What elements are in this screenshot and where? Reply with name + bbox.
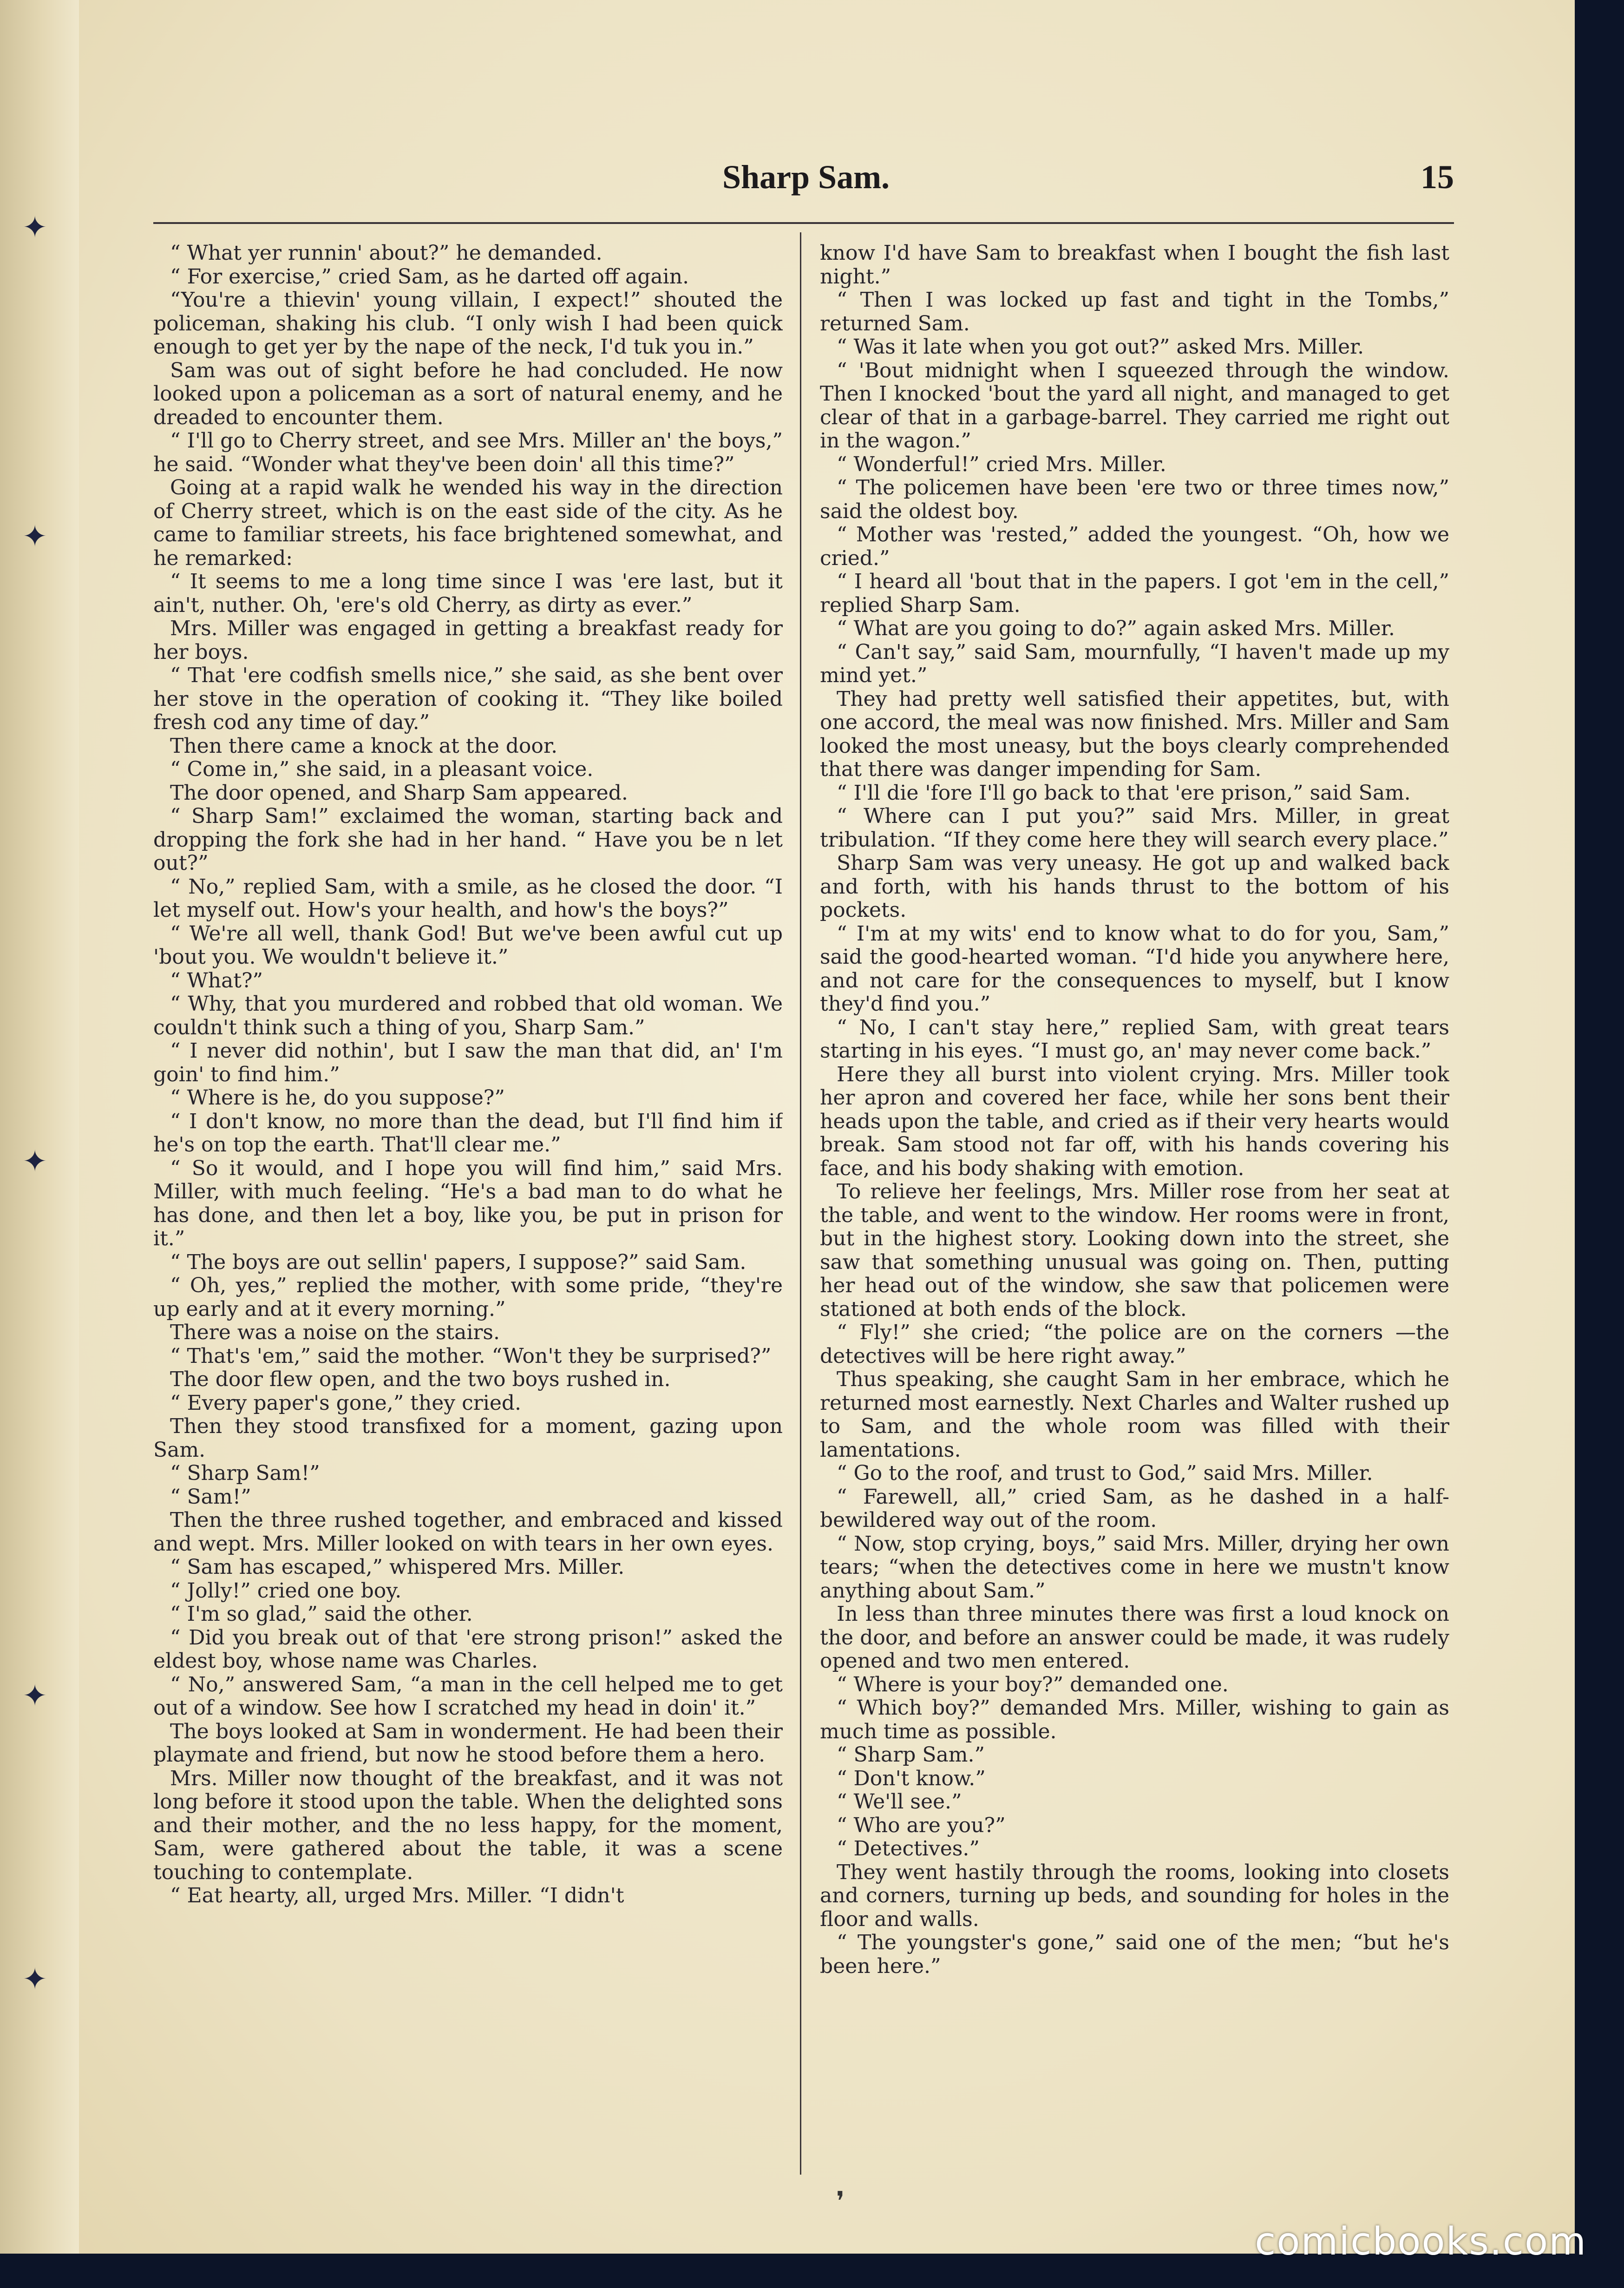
stitch-mark-icon: ✦: [22, 210, 47, 245]
paragraph: “ I'll go to Cherry street, and see Mrs. Miller an' the boys,” he said. “Wonder what they've been doin' all this time?”: [153, 429, 783, 476]
paragraph: “ I heard all 'bout that in the papers. I got 'em in the cell,” replied Sharp Sam.: [820, 570, 1449, 617]
paragraph: “ So it would, and I hope you will find him,” said Mrs. Miller, with much feeling. “He's a bad man to do what he has done, and then let a boy, like you, be put in prison for it.”: [153, 1156, 783, 1250]
paragraph: “ No, I can't stay here,” replied Sam, with great tears starting in his eyes. “I must go, an' may never come back.”: [820, 1015, 1449, 1063]
paragraph: “ Sam!”: [170, 1485, 251, 1509]
paragraph: “ Sharp Sam!” exclaimed the woman, starting back and dropping the fork she had in her hand. “ Have you be n let out?”: [153, 804, 783, 875]
paragraph: “ Sharp Sam!”: [170, 1461, 320, 1485]
paragraph: “ No,” answered Sam, “a man in the cell helped me to get out of a window. See how I scratched my head in doin' it.”: [153, 1672, 783, 1720]
paragraph: “ Wonderful!” cried Mrs. Miller.: [837, 452, 1166, 476]
paragraph: Then they stood transfixed for a moment, gazing upon Sam.: [153, 1414, 783, 1462]
paragraph: “ I don't know, no more than the dead, but I'll find him if he's on top the earth. That'll clear me.”: [153, 1109, 783, 1157]
paragraph: Mrs. Miller now thought of the breakfast, and it was not long before it stood upon the table. When the delighted sons and their mother, and the no less happy, for the moment, Sam, were gathered about the table, it was a scene touching to contemplate.: [153, 1766, 783, 1884]
paragraph: “ Where can I put you?” said Mrs. Miller, in great tribulation. “If they come here they will search every place.”: [820, 804, 1449, 852]
paragraph: “You're a thievin' young villain, I expect!” shouted the policeman, shaking his club. “I only wish I had been quick enough to get yer by the nape of the neck, I'd tuk you in.”: [153, 288, 783, 359]
paragraph: “ Sam has escaped,” whispered Mrs. Miller.: [170, 1555, 625, 1579]
text-column-left: [153, 242, 783, 2175]
paragraph: “ I'm so glad,” said the other.: [170, 1602, 473, 1626]
paragraph: “ Can't say,” said Sam, mournfully, “I haven't made up my mind yet.”: [820, 640, 1449, 687]
paragraph: Thus speaking, she caught Sam in her embrace, which he returned most earnestly. Next Charles and Walter rushed up to Sam, and the whole room was filled with their lamentations.: [820, 1368, 1449, 1462]
paragraph: Sharp Sam was very uneasy. He got up and walked back and forth, with his hands thrust to the bottom of his pockets.: [820, 851, 1449, 922]
paragraph: Sam was out of sight before he had concluded. He now looked upon a policeman as a sort of natural enemy, and he dreaded to encounter them.: [153, 358, 783, 429]
paragraph: “ Come in,” she said, in a pleasant voice.: [170, 757, 594, 781]
paragraph: “ Oh, yes,” replied the mother, with some pride, “they're up early and at it every morning.”: [153, 1274, 783, 1321]
paragraph: “ Mother was 'rested,” added the youngest. “Oh, how we cried.”: [820, 523, 1449, 570]
paragraph: “ Fly!” she cried; “the police are on the corners —the detectives will be here right away.”: [820, 1321, 1449, 1368]
paragraph: “ That 'ere codfish smells nice,” she said, as she bent over her stove in the operation of cooking it. “They like boiled fresh cod any time of day.”: [153, 664, 783, 734]
paragraph: Then there came a knock at the door.: [170, 734, 558, 758]
paragraph: “ Who are you?”: [837, 1813, 1006, 1837]
paragraph: “ Farewell, all,” cried Sam, as he dashed in a half-bewildered way out of the room.: [820, 1485, 1449, 1532]
printer-mark-icon: ❜: [836, 2186, 845, 2216]
paragraph: To relieve her feelings, Mrs. Miller rose from her seat at the table, and went to the window. Her rooms were in front, but in the highest story. Looking down into the street, she saw that something unusual was going on. Then, putting her head out of the window, she saw that policemen were stationed at both ends of the block.: [820, 1180, 1449, 1321]
paragraph: “ Why, that you murdered and robbed that old woman. We couldn't think such a thing of you, Sharp Sam.”: [153, 992, 783, 1039]
paragraph: “ We'll see.”: [837, 1790, 962, 1814]
stitch-mark-icon: ✦: [22, 1144, 47, 1179]
paragraph: “ That's 'em,” said the mother. “Won't they be surprised?”: [170, 1344, 772, 1368]
paragraph: “ Then I was locked up fast and tight in the Tombs,” returned Sam.: [820, 288, 1449, 335]
paragraph: “ Detectives.”: [837, 1837, 980, 1861]
paragraph: “ Where is he, do you suppose?”: [170, 1086, 505, 1110]
paragraph: “ I never did nothin', but I saw the man that did, an' I'm goin' to find him.”: [153, 1039, 783, 1086]
column-divider: [800, 232, 801, 2175]
stitch-mark-icon: ✦: [22, 1679, 47, 1713]
paragraph: The door flew open, and the two boys rushed in.: [170, 1368, 671, 1391]
paragraph: “ Which boy?” demanded Mrs. Miller, wishing to gain as much time as possible.: [820, 1696, 1449, 1743]
stitch-mark-icon: ✦: [22, 519, 47, 554]
paragraph: Mrs. Miller was engaged in getting a breakfast ready for her boys.: [153, 617, 783, 664]
paragraph: “ I'll die 'fore I'll go back to that 'ere prison,” said Sam.: [837, 781, 1411, 805]
paragraph: “ Where is your boy?” demanded one.: [837, 1672, 1229, 1696]
paragraph: They had pretty well satisfied their appetites, but, with one accord, the meal was now finished. Mrs. Miller and Sam looked the most uneasy, but the boys clearly comprehended that there was danger impending for Sam.: [820, 687, 1449, 781]
paragraph: There was a noise on the stairs.: [170, 1321, 500, 1344]
paragraph: “ Did you break out of that 'ere strong prison!” asked the eldest boy, whose name was Charles.: [153, 1625, 783, 1673]
paragraph: “ Eat hearty, all, urged Mrs. Miller. “I didn't: [170, 1884, 624, 1907]
running-header: [158, 153, 1454, 209]
paragraph: “ Don't know.”: [837, 1766, 986, 1790]
page-title: Sharp Sam.: [722, 158, 890, 196]
page-number: 15: [1421, 158, 1454, 196]
paragraph: “ What are you going to do?” again asked Mrs. Miller.: [837, 617, 1395, 640]
text-column-right: [820, 242, 1449, 2175]
paragraph: know I'd have Sam to breakfast when I bought the fish last night.”: [820, 242, 1449, 289]
paragraph: “ Now, stop crying, boys,” said Mrs. Miller, drying her own tears; “when the detectives come in here we mustn't know anything about Sam.”: [820, 1532, 1449, 1603]
paragraph: In less than three minutes there was first a loud knock on the door, and before an answer could be made, it was rudely opened and two men entered.: [820, 1602, 1449, 1673]
paragraph: Here they all burst into violent crying. Mrs. Miller took her apron and covered her face, while her sons bent their heads upon the table, and cried as if their very hearts would break. Sam stood not far off, with his hands covering his face, and his body shaking with emotion.: [820, 1062, 1449, 1180]
paragraph: They went hastily through the rooms, looking into closets and corners, turning up beds, and sounding for holes in the floor and walls.: [820, 1860, 1449, 1931]
paragraph: “ What?”: [170, 968, 263, 993]
watermark-logo: comicbooks.com: [1255, 2220, 1587, 2264]
paragraph: “ Go to the roof, and trust to God,” said Mrs. Miller.: [837, 1461, 1373, 1485]
paragraph: “ Sharp Sam.”: [837, 1743, 985, 1767]
binding-spine: [0, 0, 79, 2254]
paragraph: Going at a rapid walk he wended his way in the direction of Cherry street, which is on the east side of the city. As he came to familiar streets, his face brightened somewhat, and he remarked:: [153, 476, 783, 570]
paragraph: “ What yer runnin' about?” he demanded.: [170, 242, 602, 265]
paragraph: The door opened, and Sharp Sam appeared.: [170, 781, 628, 805]
paragraph: “ The policemen have been 'ere two or three times now,” said the oldest boy.: [820, 476, 1449, 523]
paragraph: “ We're all well, thank God! But we've been awful cut up 'bout you. We wouldn't believe it.”: [153, 921, 783, 969]
paragraph: Then the three rushed together, and embraced and kissed and wept. Mrs. Miller looked on with tears in her own eyes.: [153, 1508, 783, 1556]
paragraph: “ No,” replied Sam, with a smile, as he closed the door. “I let myself out. How's your health, and how's the boys?”: [153, 874, 783, 922]
paragraph: “ 'Bout midnight when I squeezed through the window. Then I knocked 'bout the yard all night, and managed to get clear of that in a garbage-barrel. They carried me right out in the wagon.”: [820, 358, 1449, 453]
header-rule: [153, 222, 1454, 224]
paragraph: “ Jolly!” cried one boy.: [170, 1578, 402, 1603]
paragraph: “ It seems to me a long time since I was 'ere last, but it ain't, nuther. Oh, 'ere's old Cherry, as dirty as ever.”: [153, 570, 783, 617]
paragraph: “ For exercise,” cried Sam, as he darted off again.: [170, 264, 689, 289]
stitch-mark-icon: ✦: [22, 1962, 47, 1997]
paragraph: “ Was it late when you got out?” asked Mrs. Miller.: [837, 335, 1364, 359]
paragraph: The boys looked at Sam in wonderment. He had been their playmate and friend, but now he stood before them a hero.: [153, 1719, 783, 1767]
paragraph: “ I'm at my wits' end to know what to do for you, Sam,” said the good-hearted woman. “I'd hide you anywhere here, and not care for the consequences to myself, but I know they'd find you.”: [820, 921, 1449, 1016]
paragraph: “ The youngster's gone,” said one of the men; “but he's been here.”: [820, 1931, 1449, 1978]
paragraph: “ The boys are out sellin' papers, I suppose?” said Sam.: [170, 1250, 747, 1274]
paragraph: “ Every paper's gone,” they cried.: [170, 1391, 522, 1415]
